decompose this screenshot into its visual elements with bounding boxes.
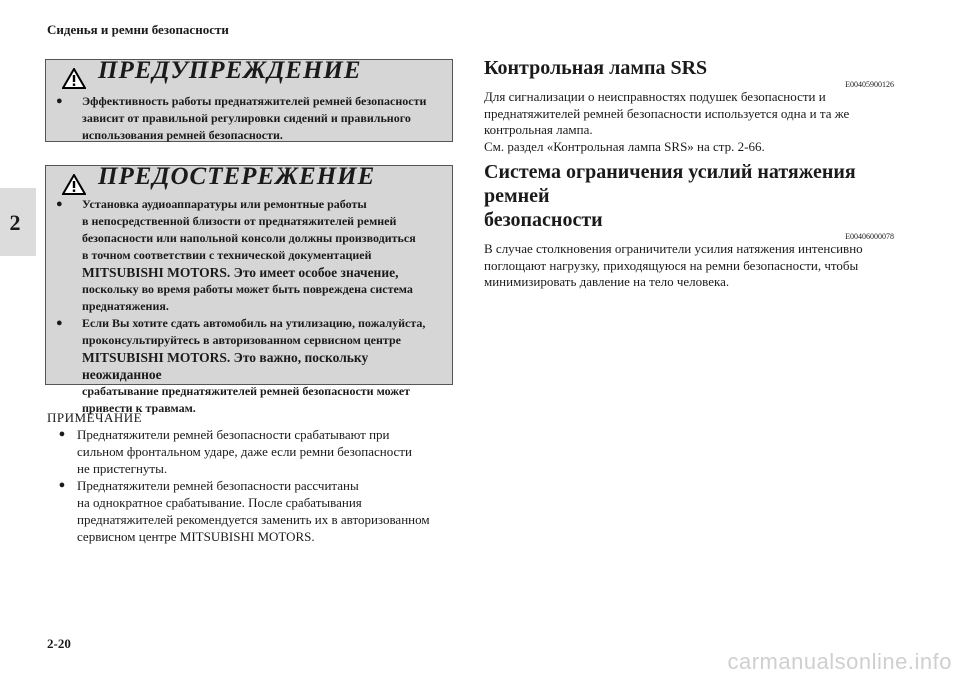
caution-text-line: Если Вы хотите сдать автомобиль на утилизацию, пожалуйста, <box>82 316 426 330</box>
note-item <box>47 477 457 545</box>
note-text-line: сильном фронтальном ударе, даже если ремни безопасности <box>77 444 412 459</box>
running-head: Сиденья и ремни безопасности <box>47 22 229 37</box>
chapter-number: 2 <box>9 210 21 235</box>
section-body <box>484 89 894 155</box>
page-number: 2-20 <box>47 636 71 651</box>
warning-text-line: Эффективность работы преднатяжителей ремней безопасности <box>82 94 427 108</box>
body-line: контрольная лампа. <box>484 122 593 137</box>
note-text-line: Преднатяжители ремней безопасности рассчитаны <box>77 478 359 493</box>
note-text-line: преднатяжителей рекомендуется заменить их в авторизованном <box>77 512 430 527</box>
section-body <box>484 241 894 291</box>
caution-header <box>46 163 452 200</box>
bullet-icon: ● <box>58 428 66 440</box>
body-line: В случае столкновения ограничители усилия натяжения интенсивно <box>484 241 863 256</box>
caution-text-line: в непосредственной близости от преднатяжителей ремней <box>82 214 397 228</box>
bullet-icon: ● <box>58 479 66 491</box>
body-line: Для сигнализации о неисправностях подушек безопасности и <box>484 89 826 104</box>
caution-title: ПРЕДОСТЕРЕЖЕНИЕ <box>98 163 376 190</box>
limiter-section <box>484 160 894 291</box>
caution-item <box>46 196 452 315</box>
warning-item <box>46 93 452 144</box>
section-title <box>484 160 894 232</box>
caution-text-line: поскольку во время работы может быть повреждена система <box>82 282 413 296</box>
warning-title: ПРЕДУПРЕЖДЕНИЕ <box>98 57 362 84</box>
section-title-line: безопасности <box>484 209 603 231</box>
warning-box <box>45 59 453 142</box>
caution-text-line: Установка аудиоаппаратуры или ремонтные работы <box>82 197 367 211</box>
caution-text-line: MITSUBISHI MOTORS. Это важно, поскольку неожиданное <box>82 350 369 382</box>
caution-text-line: проконсультируйтесь в авторизованном сервисном центре <box>82 333 401 347</box>
section-code: E00405900126 <box>845 80 894 89</box>
note-title: ПРИМЕЧАНИЕ <box>47 410 143 425</box>
caution-text-line: в точном соответствии с технической документацией <box>82 248 372 262</box>
bullet-icon: ● <box>56 198 63 210</box>
caution-text-line: срабатывание преднатяжителей ремней безопасности может <box>82 384 411 398</box>
note-text-line: на однократное срабатывание. После срабатывания <box>77 495 362 510</box>
caution-text-line: преднатяжения. <box>82 299 169 313</box>
caution-item <box>46 315 452 417</box>
warning-triangle-icon <box>62 174 86 195</box>
warning-text-line: использования ремней безопасности. <box>82 128 283 142</box>
caution-box <box>45 163 453 415</box>
section-title-line: Система ограничения усилий натяжения ремней <box>484 161 856 207</box>
caution-text-line: привести к травмам. <box>82 401 196 415</box>
body-line: поглощают нагрузку, приходящуюся на ремни безопасности, чтобы <box>484 257 859 273</box>
section-code: E00406000078 <box>845 232 894 241</box>
bullet-icon: ● <box>56 317 63 329</box>
warning-text-line: зависит от правильной регулировки сидений и правильного <box>82 111 411 125</box>
srs-section <box>484 56 894 155</box>
note-item <box>47 426 457 477</box>
note-section <box>47 409 457 545</box>
watermark: carmanualsonline.info <box>727 649 952 674</box>
caution-text-line: MITSUBISHI MOTORS. Это имеет особое значение, <box>82 265 399 280</box>
caution-text-line: безопасности или напольной консоли должны производиться <box>82 231 416 245</box>
warning-header <box>46 57 452 94</box>
note-text-line: не пристегнуты. <box>77 461 168 476</box>
body-line: См. раздел «Контрольная лампа SRS» на стр. 2-66. <box>484 138 765 154</box>
bullet-icon: ● <box>56 95 63 107</box>
note-text-line: Преднатяжители ремней безопасности срабатывают при <box>77 427 390 442</box>
body-line: минимизировать давление на тело человека. <box>484 274 730 289</box>
section-title: Контрольная лампа SRS <box>484 57 708 79</box>
note-text-line: сервисном центре MITSUBISHI MOTORS. <box>77 529 315 544</box>
chapter-tab <box>0 188 36 256</box>
body-line: преднатяжителей ремней безопасности используется одна и та же <box>484 105 850 121</box>
warning-triangle-icon <box>62 68 86 89</box>
